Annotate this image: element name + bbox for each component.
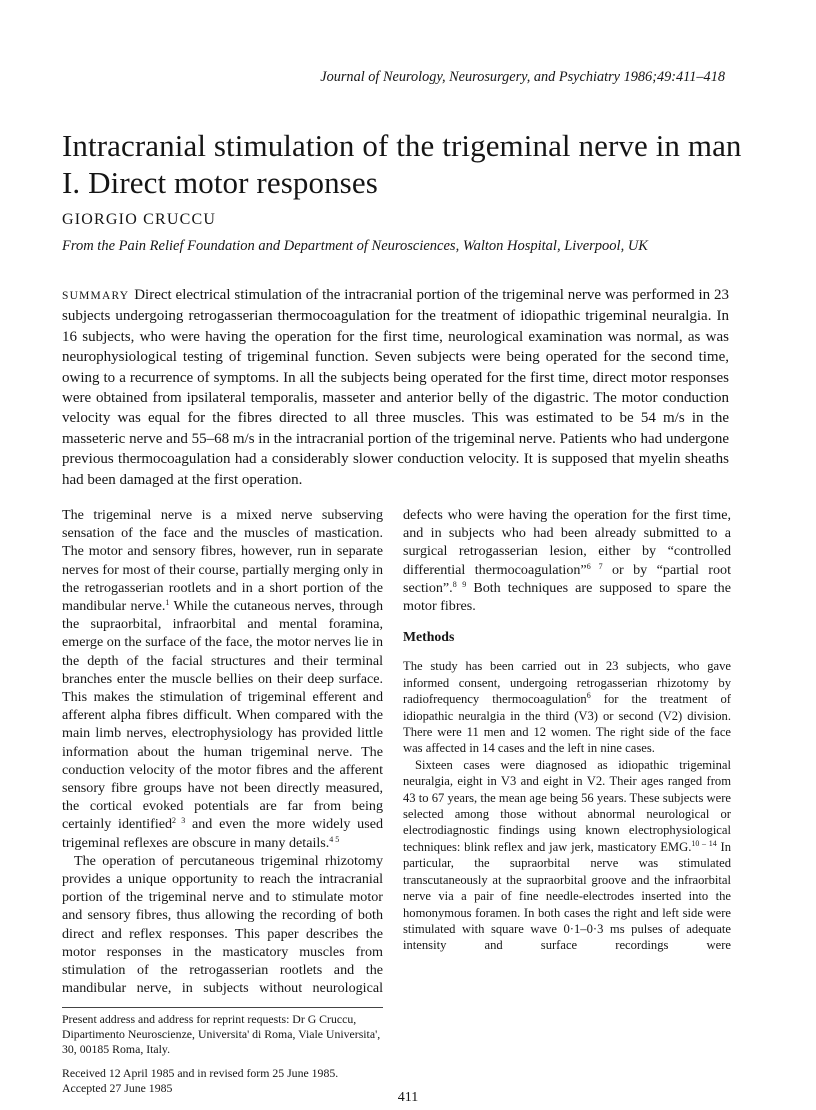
title-line-1: Intracranial stimulation of the trigeminal nerve in man	[62, 128, 742, 163]
intro-paragraph-2-continued: defects who were having the operation for the first time, and in subjects who had been already submitted to a surgical retrogasserian lesion, either by “controlled differential thermocoagulation”$^{6 7}$ or by “partial root section”.$^{8 9}$ Both techniques are supposed to spare the motor fibres.	[403, 507, 732, 615]
footnote	[62, 1012, 383, 1096]
correspondence-address: Present address and address for reprint requests: Dr G Cruccu, Dipartimento Neuroscienze, Universita' di Roma, Viale Universita', 30, 00185 Roma, Italy.	[62, 1012, 381, 1057]
summary	[62, 285, 729, 490]
reference-superscript: 6	[586, 691, 591, 701]
reference-superscript: 6 7	[586, 561, 603, 571]
article-title	[62, 127, 782, 201]
methods-paragraph-1: The study has been carried out in 23 subjects, who gave informed consent, undergoing retrogasserian rhizotomy by radiofrequency thermocoagulation$^6$ for the treatment of idiopathic neuralgia in the third (V3) or second (V2) division. There were 11 men and 12 women. The right side of the face was affected in 14 cases and the left in nine cases.	[403, 659, 731, 756]
body-column-right	[403, 506, 731, 954]
reference-superscript: 1	[165, 598, 170, 608]
summary-label: SUMMARY	[62, 290, 130, 302]
methods-body	[403, 658, 731, 953]
reference-superscript: 10 – 14	[691, 838, 717, 848]
intro-paragraph-2: The operation of percutaneous trigeminal rhizotomy provides a unique opportunity to reach the intracranial portion of the trigeminal nerve and to stimulate motor and sensory fibres, thus allowing the recording of both direct and reflex responses. This paper describes the motor responses in the masticatory muscles from stimulation of the retrogasserian rootlets and the mandibular nerve, in subjects without neurological	[62, 852, 383, 997]
body-column-left	[62, 506, 383, 997]
reference-superscript: 8 9	[452, 579, 467, 589]
summary-text: Direct electrical stimulation of the intracranial portion of the trigeminal nerve was performed in 23 subjects undergoing retrogasserian thermocoagulation for the treatment of idiopathic trigeminal neuralgia. In 16 subjects, who were having the operation for the first time, neurological examination was normal, as was neurophysiological testing of trigeminal function. Seven subjects were being operated for the second time, owing to a recurrence of symptoms. In all the subjects being operated for the first time, direct motor responses were obtained from ipsilateral temporalis, masseter and anterior belly of the digastric. The motor conduction velocity was equal for the fibres directed to all three muscles. This was estimated to be 54 m/s in the masseteric nerve and 55–68 m/s in the intracranial portion of the trigeminal nerve. Patients who had undergone previous thermocoagulation had a considerably slower conduction velocity. It is supposed that myelin sheaths had been damaged at the first operation.	[62, 287, 729, 488]
author: GIORGIO CRUCCU	[62, 211, 217, 228]
journal-name: Journal of Neurology, Neurosurgery, and Psychiatry	[320, 69, 621, 85]
journal-volume-pages: 1986;49:411–418	[623, 69, 725, 85]
reference-superscript: 2 3	[172, 816, 186, 826]
section-heading-methods: Methods	[403, 629, 455, 645]
affiliation: From the Pain Relief Foundation and Department of Neurosciences, Walton Hospital, Liverpool, UK	[62, 238, 648, 254]
reference-superscript: 4 5	[329, 834, 340, 844]
title-line-2: I. Direct motor responses	[62, 165, 378, 200]
received-date: Received 12 April 1985 and in revised form 25 June 1985.	[62, 1065, 339, 1080]
methods-paragraph-2: Sixteen cases were diagnosed as idiopathic trigeminal neuralgia, eight in V3 and eight in V2. Their ages ranged from 43 to 67 years, the mean age being 56 years. These subjects were selected among those without abnormal neurological or electrodiagnostic findings using known electrophysiological techniques: blink reflex and jaw jerk, masticatory EMG.$^{10 - 14}$ In particular, the supraorbital nerve was stimulated transcutaneously at the supraorbital groove and the infraorbital nerve via a pair of fine needle-electrodes inserted into the homonymous foramen. In both cases the right and left side were stimulated with square wave 0·1–0·3 ms pulses of adequate intensity and surface recordings were	[403, 757, 732, 953]
accepted-date: Accepted 27 June 1985	[62, 1080, 173, 1095]
footnote-divider	[62, 1007, 383, 1008]
journal-citation	[230, 69, 725, 86]
intro-paragraph-1: The trigeminal nerve is a mixed nerve subserving sensation of the face and the muscles of mastication. The motor and sensory fibres, however, run in separate nerves for most of their course, partially merging only in the retrogasserian rootlets and in a short portion of the mandibular nerve.$^1$ While the cutaneous nerves, through the supraorbital, infraorbital and mental foramina, emerge on the surface of the face, the motor nerves lie in the depth of the facial structures and their terminal branches enter the muscle bellies on their deep surface. This makes the stimulation of trigeminal efferent and afferent alpha fibres difficult. When compared with the main limb nerves, electrophysiology has provided little information about the human trigeminal nerve. The conduction velocity of the motor fibres and the afferent sensory fibre groups have not been directly measured, the cortical evoked potentials are far from being certainly identified$^{2 3}$ and even the more widely used trigeminal reflexes are obscure in many details.$^{4 5}$	[62, 507, 383, 851]
page-number: 411	[397, 1090, 419, 1105]
